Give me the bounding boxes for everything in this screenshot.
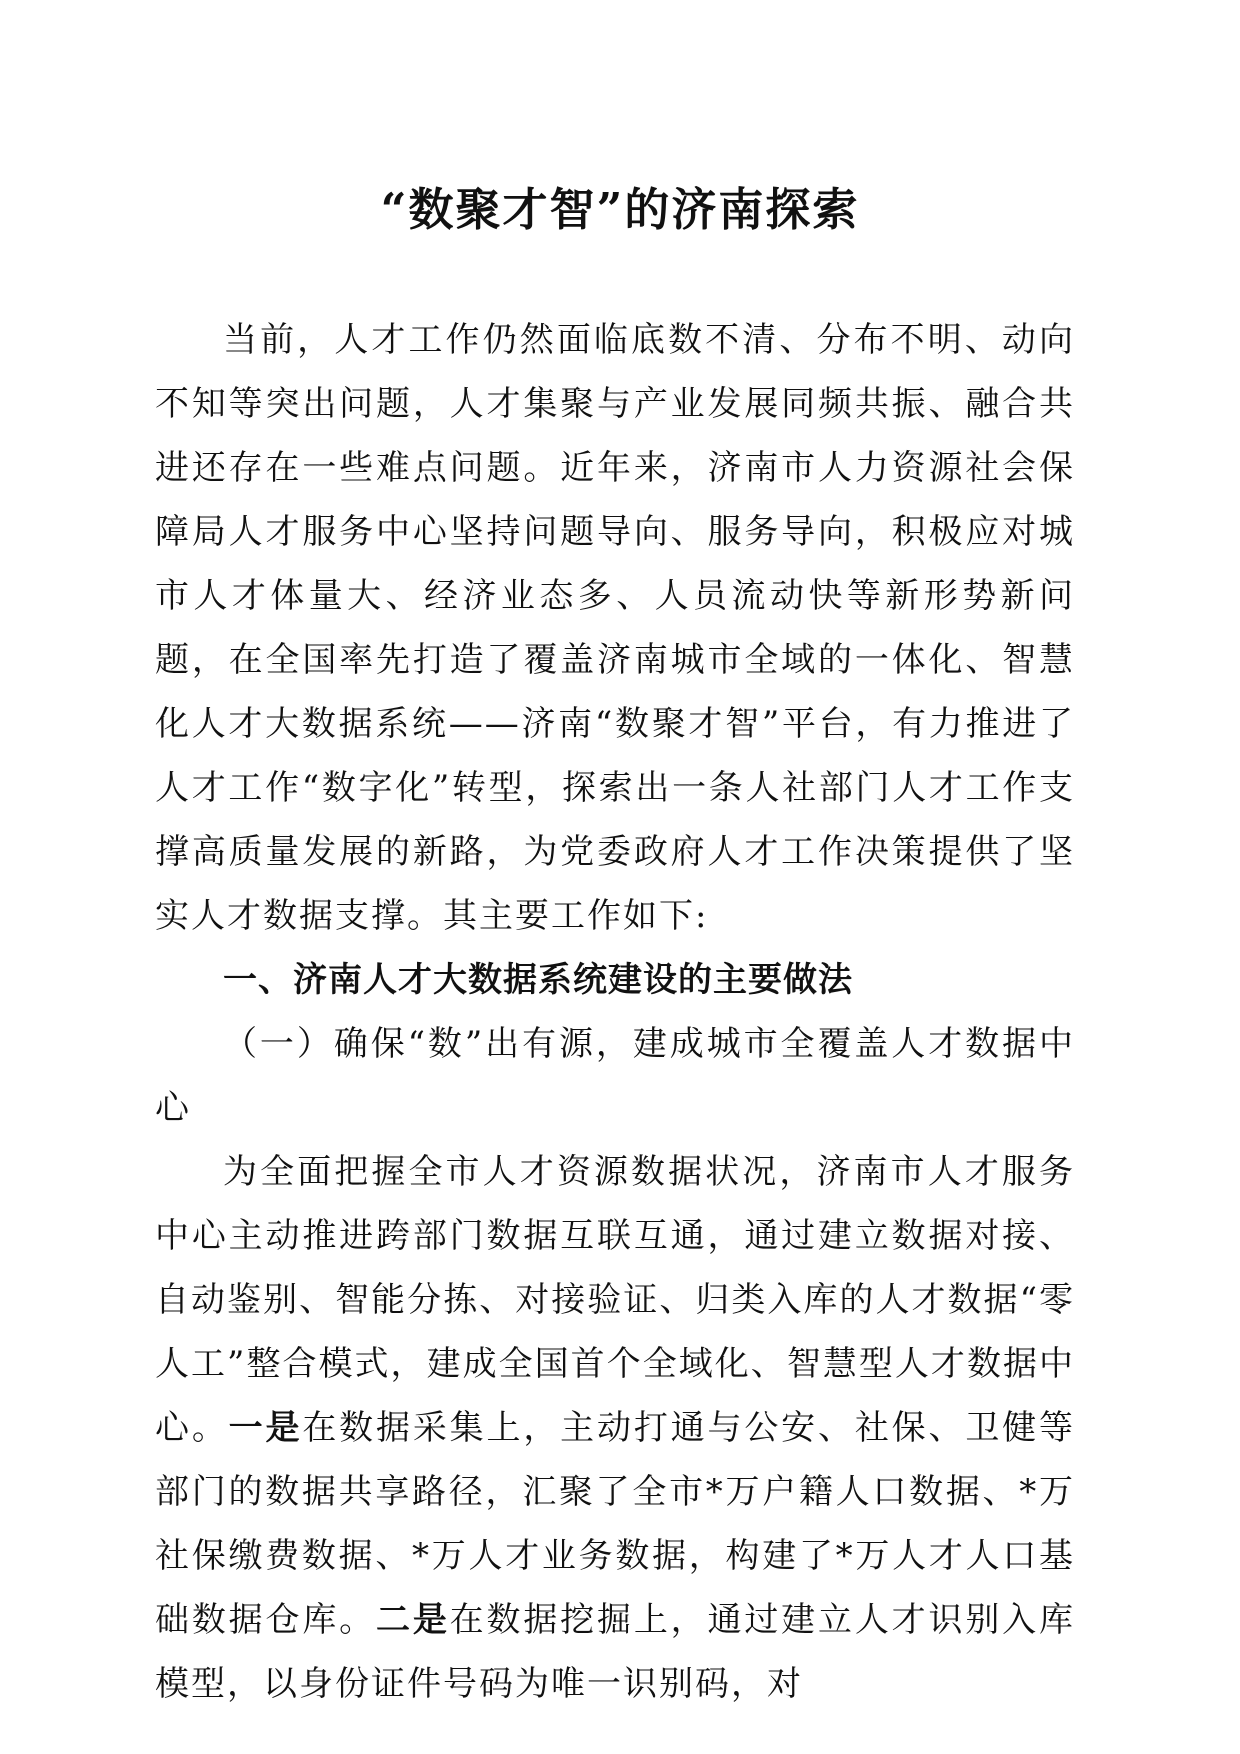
section-heading: 一、济南人才大数据系统建设的主要做法 [223, 960, 853, 1000]
document-body [155, 308, 1075, 1716]
paragraph-text: 在数据挖掘上，通过建立人才识别入库模型，以身份证件号码为唯一识别码，对 [155, 1600, 1076, 1704]
body-paragraph [155, 1140, 1075, 1716]
subsection-heading: （一）确保“数”出有源，建成城市全覆盖人才数据中心 [155, 1024, 1075, 1128]
emphasis-marker-first: 一是 [228, 1408, 303, 1448]
paragraph-text: 为全面把握全市人才资源数据状况，济南市人才服务中心主动推进跨部门数据互联互通，通过建立数据对接、自动鉴别、智能分拣、对接验证、归类入库的人才数据“零人工”整合模式，建成全国首个全域化、智慧型人才数据中心。 [155, 1152, 1075, 1448]
intro-paragraph: 当前，人才工作仍然面临底数不清、分布不明、动向不知等突出问题，人才集聚与产业发展同频共振、融合共进还存在一些难点问题。近年来，济南市人力资源社会保障局人才服务中心坚持问题导向、服务导向，积极应对城市人才体量大、经济业态多、人员流动快等新形势新问题，在全国率先打造了覆盖济南城市全域的一体化、智慧化人才大数据系统——济南“数聚才智”平台，有力推进了人才工作“数字化”转型，探索出一条人社部门人才工作支撑高质量发展的新路，为党委政府人才工作决策提供了坚实人才数据支撑。其主要工作如下: [155, 320, 1075, 936]
paragraph-text: 在数据采集上，主动打通与公安、社保、卫健等部门的数据共享路径，汇聚了全市*万户籍人口数据、*万社保缴费数据、*万人才业务数据，构建了*万人才人口基础数据仓库。 [155, 1408, 1076, 1640]
emphasis-marker-second: 二是 [376, 1600, 450, 1640]
document-title: “数聚才智”的济南探索 [380, 183, 860, 236]
